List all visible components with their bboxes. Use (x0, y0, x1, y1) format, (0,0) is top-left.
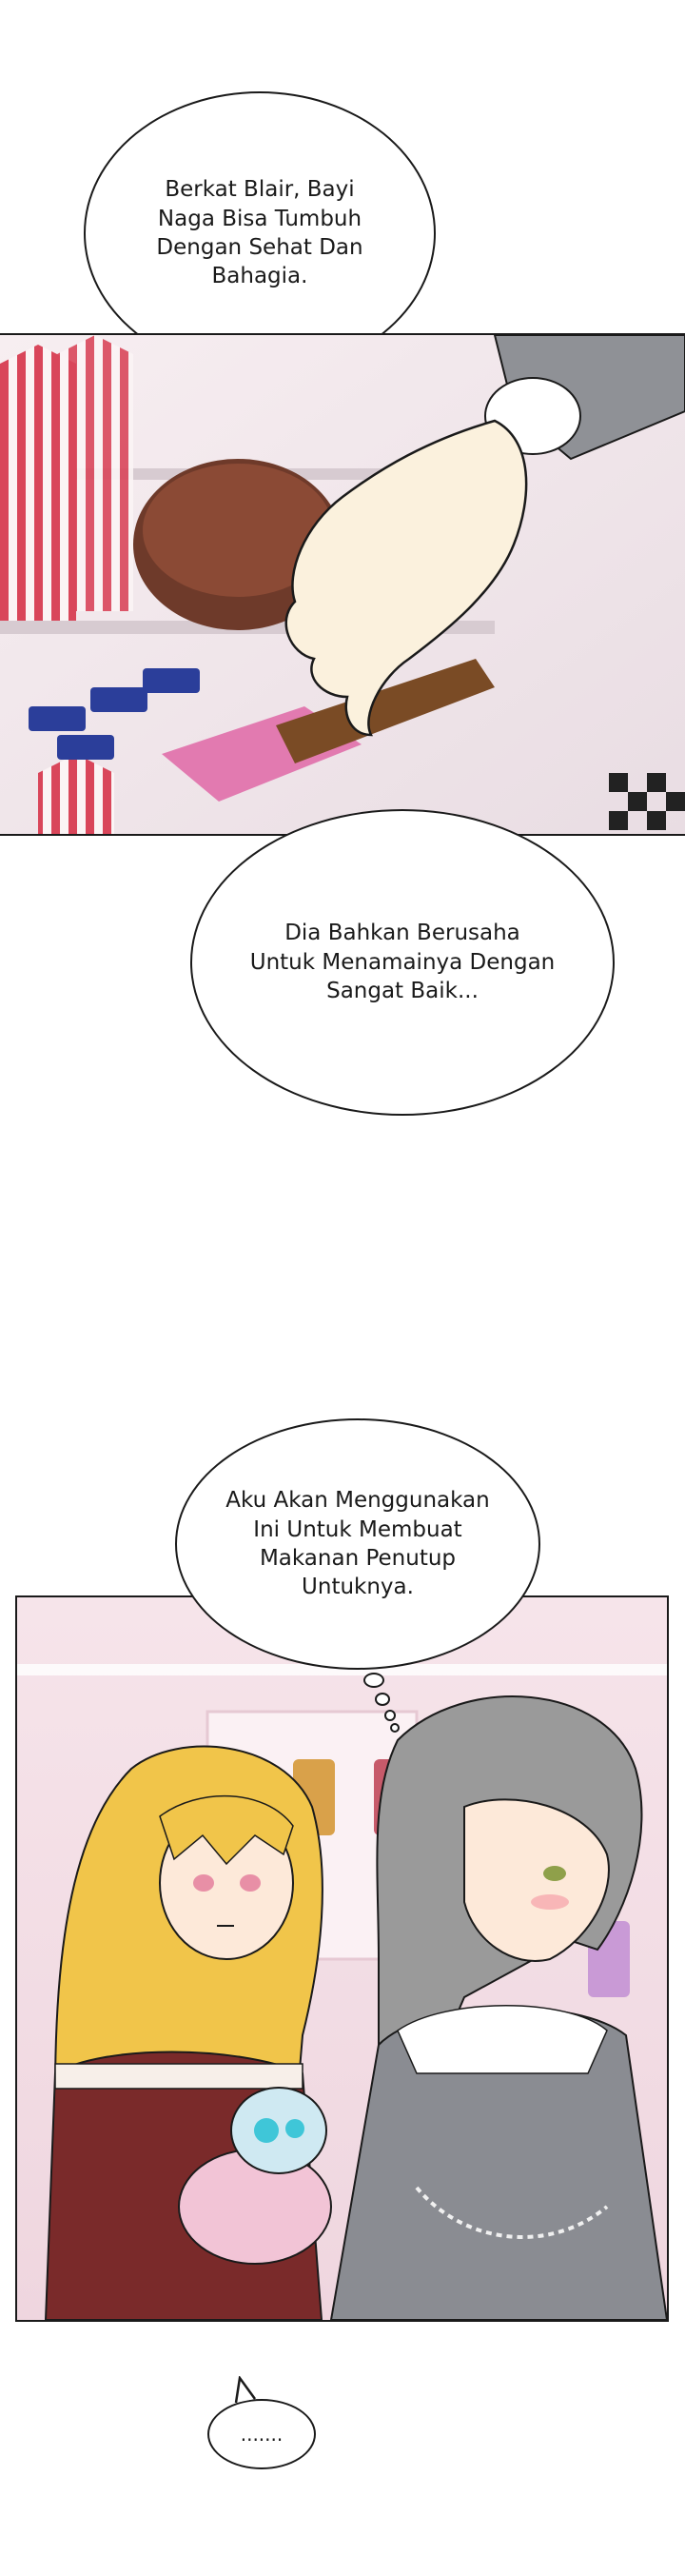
thought-dot-4 (390, 1723, 400, 1733)
blonde-eye-left (193, 1874, 214, 1892)
grey-man-eye (543, 1866, 566, 1881)
speech-bubble-4 (207, 2399, 316, 2469)
thought-dot-3 (384, 1710, 396, 1721)
thought-bubble-3 (175, 1418, 540, 1670)
speech-bubble-2 (190, 809, 615, 1116)
speech-bubble-1-text: Berkat Blair, Bayi Naga Bisa Tumbuh Dengan Sehat Dan Bahagia. (156, 177, 363, 289)
speech-bubble-4-tail (234, 2376, 263, 2405)
panel-candy-shop-hand (0, 333, 685, 836)
thought-bubble-3-text: Aku Akan Menggunakan Ini Untuk Membuat Makanan Penutup Untuknya. (225, 1488, 490, 1600)
speech-bubble-2-text: Dia Bahkan Berusaha Untuk Menamainya Dengan Sangat Baik... (249, 921, 556, 1004)
speech-bubble-4-text: ....... (240, 2422, 284, 2446)
panel-2-art (17, 1597, 667, 2320)
panel-two-characters (15, 1595, 669, 2322)
blonde-eye-right (240, 1874, 261, 1892)
panel-1-art (0, 335, 685, 834)
thought-dot-2 (375, 1693, 390, 1706)
thought-dot-1 (363, 1673, 384, 1688)
